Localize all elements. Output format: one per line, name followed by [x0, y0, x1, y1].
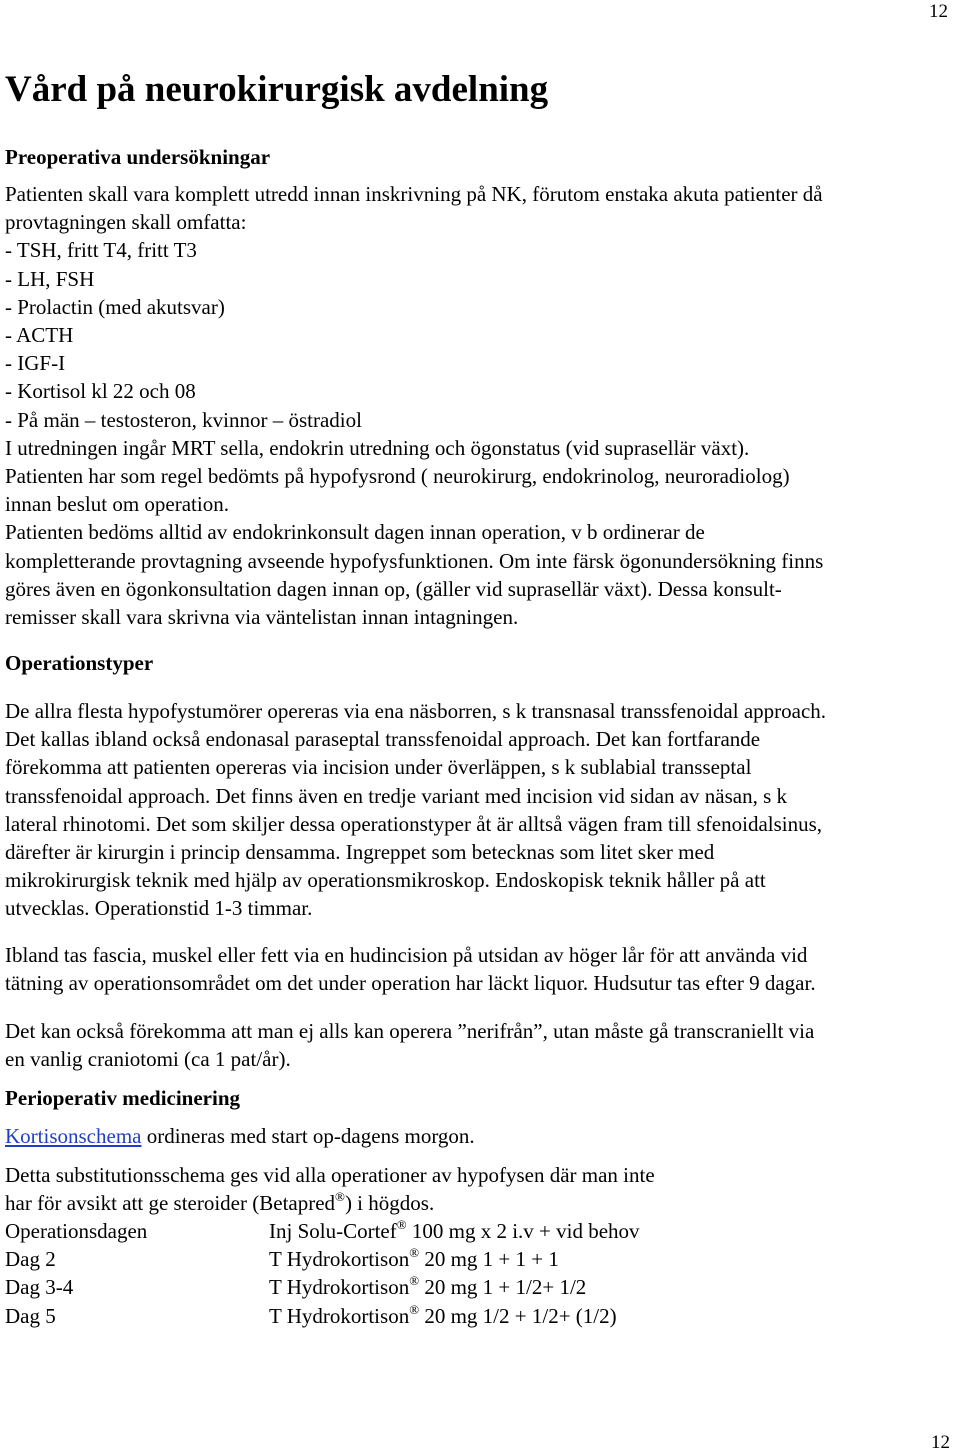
drug-name: T Hydrokortison: [269, 1303, 410, 1328]
dose-drug: [269, 1273, 586, 1301]
drug-dose: 20 mg 1 + 1/2+ 1/2: [419, 1275, 587, 1300]
registered-mark: ®: [409, 1273, 420, 1289]
text-line: Ibland tas fascia, muskel eller fett via en hudincision på utsidan av höger lår för att använda vid: [5, 943, 808, 967]
dose-drug: [269, 1217, 640, 1245]
operation-types-paragraph-1: [5, 697, 957, 923]
list-item: - LH, FSH: [5, 266, 95, 291]
text-line: Patienten bedöms alltid av endokrinkonsult dagen innan operation, v b ordinerar de: [5, 520, 705, 545]
text-line: utvecklas. Operationstid 1-3 timmar.: [5, 896, 313, 921]
registered-mark: ®: [396, 1217, 407, 1232]
substitution-paragraph: [5, 1161, 957, 1217]
dosing-table: [5, 1217, 905, 1330]
dose-drug: [269, 1302, 617, 1330]
text-line: Detta substitutionsschema ges vid alla operationer av hypofysen där man inte: [5, 1163, 655, 1187]
dose-day: Dag 2: [5, 1247, 56, 1272]
text-line: remisser skall vara skrivna via väntelistan innan intagningen.: [5, 605, 519, 630]
text-line: Det kallas ibland också endonasal paraseptal transsfenoidal approach. Det kan fortfarande: [5, 727, 761, 752]
drug-name: T Hydrokortison: [269, 1275, 410, 1300]
list-item: - Kortisol kl 22 och 08: [5, 379, 196, 404]
page-title: Vård på neurokirurgisk avdelning: [5, 69, 549, 110]
page-number-bottom: 12: [931, 1432, 950, 1453]
dose-day: Operationsdagen: [5, 1219, 148, 1243]
drug-dose: 100 mg x 2 i.v + vid behov: [406, 1219, 640, 1243]
text-line: transsfenoidal approach. Det finns även en tredje variant med incision vid sidan av näsan, s k: [5, 783, 788, 808]
drug-name: Inj Solu-Cortef: [269, 1219, 397, 1243]
text-fragment: har för avsikt att ge steroider (Betapred: [5, 1191, 336, 1216]
drug-dose: 20 mg 1/2 + 1/2+ (1/2): [419, 1303, 617, 1328]
drug-name: T Hydrokortison: [269, 1247, 410, 1272]
kortisonschema-rest-text: ordineras med start op-dagens morgon.: [141, 1124, 475, 1148]
text-line: förekomma att patienten opereras via incision under överläppen, s k sublabial transseptal: [5, 755, 752, 780]
table-row: [5, 1302, 905, 1330]
page-number-top: 12: [929, 1, 948, 22]
text-line: I utredningen ingår MRT sella, endokrin utredning och ögonstatus (vid suprasellär växt).: [5, 435, 750, 460]
heading-preoperative: Preoperativa undersökningar: [5, 145, 271, 169]
text-line: Det kan också förekomma att man ej alls kan operera ”nerifrån”, utan måste gå transcraniellt via: [5, 1019, 815, 1043]
kortisonschema-line: [5, 1122, 957, 1150]
table-row: [5, 1273, 905, 1301]
dose-day: Dag 3-4: [5, 1275, 74, 1300]
text-line: mikrokirurgisk teknik med hjälp av operationsmikroskop. Endoskopisk teknik håller på att: [5, 868, 766, 893]
heading-perioperative-medication: Perioperativ medicinering: [5, 1086, 241, 1110]
text-line: kompletterande provtagning avseende hypofysfunktionen. Om inte färsk ögonundersökning finns: [5, 548, 824, 573]
registered-mark: ®: [409, 1301, 420, 1317]
drug-dose: 20 mg 1 + 1 + 1: [419, 1247, 559, 1272]
list-item: - Prolactin (med akutsvar): [5, 294, 225, 319]
preoperative-body: [5, 180, 957, 631]
heading-operation-types: Operationstyper: [5, 651, 154, 675]
text-line: innan beslut om operation.: [5, 492, 229, 517]
operation-types-paragraph-3: [5, 1017, 957, 1073]
dose-day: Dag 5: [5, 1303, 56, 1328]
text-line: därefter är kirurgin i princip densamma. Ingreppet som betecknas som litet sker med: [5, 840, 715, 865]
text-line: tätning av operationsområdet om det under operation har läckt liquor. Hudsutur tas efter 9 dagar.: [5, 971, 816, 996]
registered-mark: ®: [335, 1189, 345, 1205]
text-line: lateral rhinotomi. Det som skiljer dessa operationstyper åt är alltså vägen fram till sfenoidalsinus,: [5, 811, 823, 836]
dose-drug: [269, 1245, 559, 1273]
text-fragment: ) i högdos.: [344, 1191, 435, 1216]
text-line: Patienten skall vara komplett utredd innan inskrivning på NK, förutom enstaka akuta patienter då: [5, 182, 823, 206]
registered-mark: ®: [409, 1245, 420, 1261]
text-line: Patienten har som regel bedömts på hypofysrond ( neurokirurg, endokrinolog, neuroradiolog): [5, 464, 790, 489]
table-row: [5, 1245, 905, 1273]
list-item: - På män – testosteron, kvinnor – östradiol: [5, 407, 362, 432]
kortisonschema-link[interactable]: Kortisonschema: [5, 1124, 142, 1148]
text-line: De allra flesta hypofystumörer opereras via ena näsborren, s k transnasal transsfenoidal approach.: [5, 699, 827, 723]
list-item: - TSH, fritt T4, fritt T3: [5, 238, 197, 263]
text-line: provtagningen skall omfatta:: [5, 210, 247, 235]
text-line: en vanlig craniotomi (ca 1 pat/år).: [5, 1047, 291, 1072]
table-row: [5, 1217, 905, 1245]
list-item: - ACTH: [5, 323, 74, 348]
list-item: - IGF-I: [5, 351, 66, 376]
operation-types-paragraph-2: [5, 941, 957, 997]
text-line: göres även en ögonkonsultation dagen innan op, (gäller vid suprasellär växt). Dessa konsult-: [5, 576, 782, 601]
